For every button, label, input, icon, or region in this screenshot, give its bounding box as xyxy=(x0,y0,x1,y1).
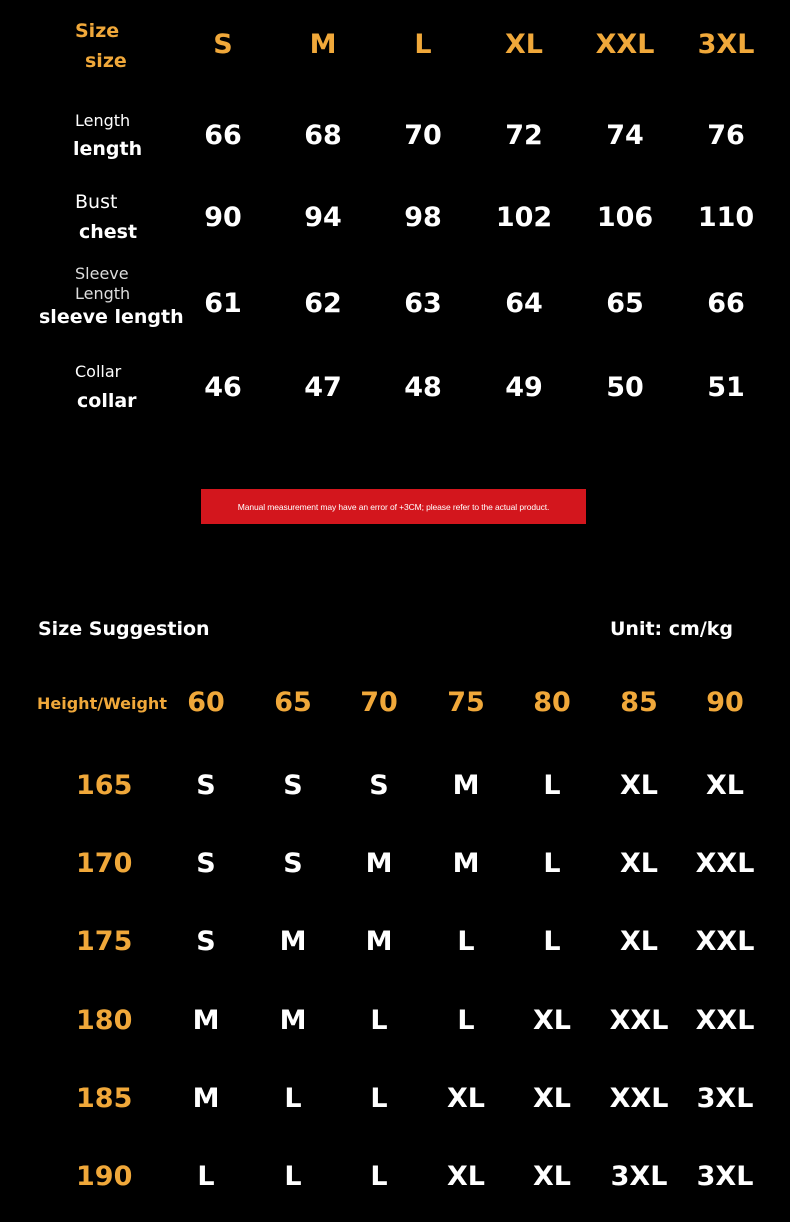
suggested-size: L xyxy=(197,1161,215,1192)
size-label-top: Size xyxy=(75,20,120,42)
size-label-bottom: size xyxy=(85,50,127,72)
value-bust-3xl: 110 xyxy=(697,202,755,233)
value-collar-m: 47 xyxy=(304,372,342,403)
suggested-size: M xyxy=(192,1005,220,1036)
suggestion-title: Size Suggestion xyxy=(38,618,210,640)
suggested-size: XL xyxy=(619,770,659,801)
suggested-size: L xyxy=(543,848,561,879)
weight-header-65: 65 xyxy=(274,687,312,718)
height-label-180: 180 xyxy=(76,1005,133,1036)
suggested-size: L xyxy=(284,1083,302,1114)
value-sleeve-3xl: 66 xyxy=(707,288,745,319)
suggested-size: S xyxy=(196,848,216,879)
value-collar-l: 48 xyxy=(404,372,442,403)
weight-header-70: 70 xyxy=(360,687,398,718)
row-label-collar-bottom: collar xyxy=(77,390,137,412)
suggested-size: XL xyxy=(532,1161,572,1192)
weight-header-90: 90 xyxy=(706,687,744,718)
value-length-s: 66 xyxy=(204,120,242,151)
weight-header-85: 85 xyxy=(620,687,658,718)
size-header-l: L xyxy=(414,29,432,60)
suggested-size: S xyxy=(283,770,303,801)
value-sleeve-l: 63 xyxy=(404,288,442,319)
suggested-size: M xyxy=(192,1083,220,1114)
suggested-size: L xyxy=(543,770,561,801)
suggested-size: S xyxy=(369,770,389,801)
suggested-size: L xyxy=(370,1005,388,1036)
suggested-size: 3XL xyxy=(610,1161,668,1192)
value-length-xxl: 74 xyxy=(606,120,644,151)
row-label-bust-bottom: chest xyxy=(79,221,138,243)
suggested-size: S xyxy=(196,926,216,957)
row-label-collar-top: Collar xyxy=(75,362,122,381)
value-sleeve-xxl: 65 xyxy=(606,288,644,319)
suggested-size: XXL xyxy=(609,1083,669,1114)
suggested-size: L xyxy=(370,1083,388,1114)
suggested-size: L xyxy=(284,1161,302,1192)
suggested-size: L xyxy=(543,926,561,957)
suggested-size: M xyxy=(452,848,480,879)
height-label-165: 165 xyxy=(76,770,133,801)
suggested-size: XXL xyxy=(695,1005,755,1036)
suggested-size: XL xyxy=(532,1005,572,1036)
suggested-size: XL xyxy=(705,770,745,801)
measurement-notice: Manual measurement may have an error of +3CM; please refer to the actual product. xyxy=(201,489,586,524)
suggested-size: M xyxy=(279,926,307,957)
row-label-length-bottom: length xyxy=(73,138,143,160)
value-collar-xxl: 50 xyxy=(606,372,644,403)
suggested-size: L xyxy=(457,926,475,957)
height-weight-label: Height/Weight xyxy=(37,694,167,713)
height-label-170: 170 xyxy=(76,848,133,879)
suggested-size: XL xyxy=(619,848,659,879)
size-header-3xl: 3XL xyxy=(697,29,755,60)
suggested-size: 3XL xyxy=(696,1161,754,1192)
value-bust-m: 94 xyxy=(304,202,342,233)
height-label-175: 175 xyxy=(76,926,133,957)
row-label-sleeve-bottom: sleeve length xyxy=(39,306,184,328)
suggested-size: XXL xyxy=(695,848,755,879)
value-bust-xxl: 106 xyxy=(596,202,654,233)
value-length-xl: 72 xyxy=(505,120,543,151)
value-bust-xl: 102 xyxy=(495,202,553,233)
suggested-size: XXL xyxy=(695,926,755,957)
value-bust-l: 98 xyxy=(404,202,442,233)
size-header-s: S xyxy=(213,29,233,60)
height-label-185: 185 xyxy=(76,1083,133,1114)
size-header-xl: XL xyxy=(504,29,544,60)
height-label-190: 190 xyxy=(76,1161,133,1192)
weight-header-75: 75 xyxy=(447,687,485,718)
value-sleeve-xl: 64 xyxy=(505,288,543,319)
size-header-m: M xyxy=(309,29,337,60)
weight-header-60: 60 xyxy=(187,687,225,718)
unit-label: Unit: cm/kg xyxy=(610,618,733,640)
suggested-size: S xyxy=(283,848,303,879)
value-collar-s: 46 xyxy=(204,372,242,403)
size-header-xxl: XXL xyxy=(595,29,655,60)
row-label-length-top: Length xyxy=(75,111,131,130)
suggested-size: M xyxy=(365,848,393,879)
value-length-3xl: 76 xyxy=(707,120,745,151)
value-sleeve-s: 61 xyxy=(204,288,242,319)
suggested-size: XL xyxy=(619,926,659,957)
row-label-sleeve-top: Sleeve xyxy=(75,264,129,283)
suggested-size: L xyxy=(457,1005,475,1036)
weight-header-80: 80 xyxy=(533,687,571,718)
row-label-bust-top: Bust xyxy=(75,191,118,213)
suggested-size: XL xyxy=(532,1083,572,1114)
value-length-l: 70 xyxy=(404,120,442,151)
suggested-size: XL xyxy=(446,1161,486,1192)
suggested-size: M xyxy=(279,1005,307,1036)
value-length-m: 68 xyxy=(304,120,342,151)
value-bust-s: 90 xyxy=(204,202,242,233)
suggested-size: XL xyxy=(446,1083,486,1114)
suggested-size: XXL xyxy=(609,1005,669,1036)
value-sleeve-m: 62 xyxy=(304,288,342,319)
row-label-sleeve-mid: Length xyxy=(75,284,131,303)
suggested-size: M xyxy=(365,926,393,957)
suggested-size: L xyxy=(370,1161,388,1192)
value-collar-3xl: 51 xyxy=(707,372,745,403)
value-collar-xl: 49 xyxy=(505,372,543,403)
suggested-size: M xyxy=(452,770,480,801)
suggested-size: 3XL xyxy=(696,1083,754,1114)
suggested-size: S xyxy=(196,770,216,801)
